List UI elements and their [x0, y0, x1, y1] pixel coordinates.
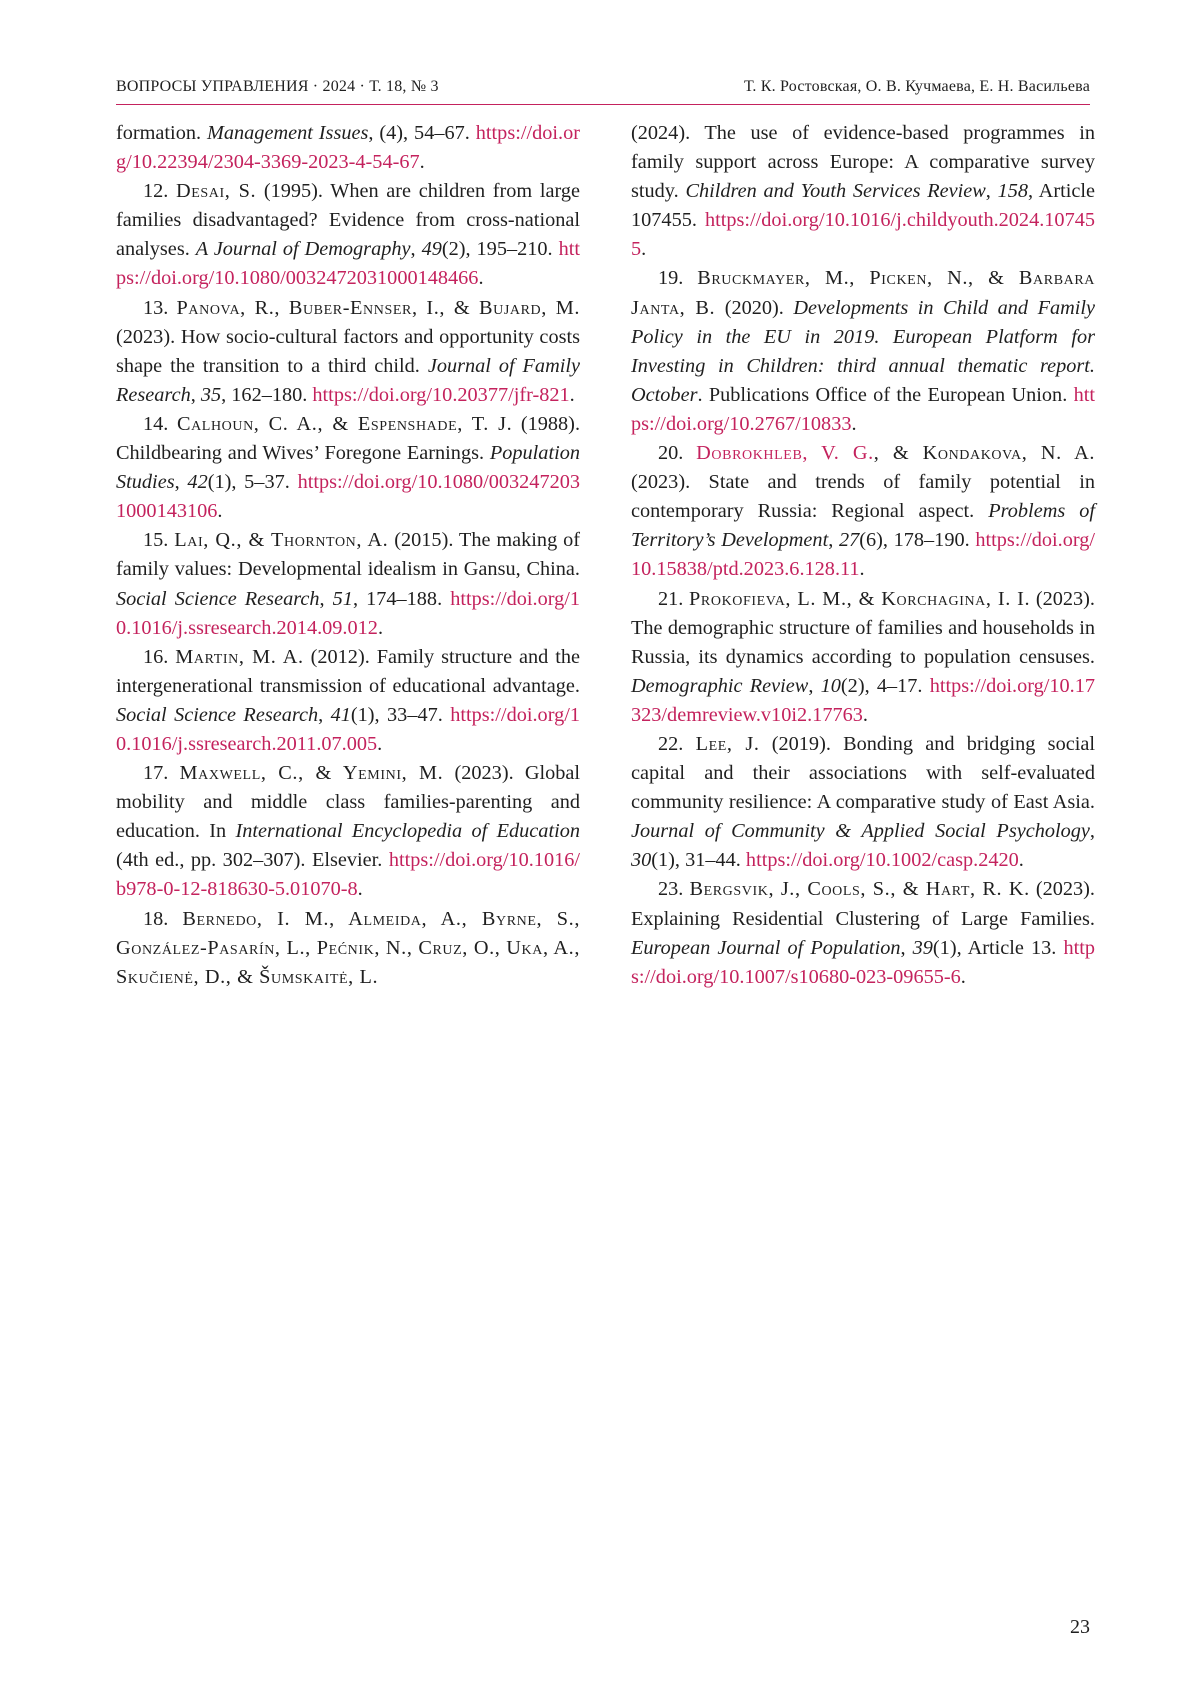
reference-authors: Lee, J. — [696, 733, 760, 755]
reference-journal: Developments in Child and Family Policy in the EU in 2019. European Platform for Investing in Children: third annual thematic report. October — [631, 297, 1095, 406]
reference-volume: 158 — [998, 180, 1028, 202]
doi-link[interactable]: https://doi.org/10.22394/2304-3369-2023-4-54-67 — [116, 122, 580, 173]
reference-authors: Panova, R., Buber-Ennser, I., & Bujard, M. — [177, 297, 580, 319]
reference-authors: , & Kondakova, N. A. — [874, 442, 1095, 464]
reference-authors: Calhoun, C. A., & Espenshade, T. J. — [177, 413, 512, 435]
reference-21: 21. Prokofieva, L. M., & Korchagina, I. I. (2023). The demographic structure of families and households in Russia, its dynamics according to population censuses. Demographic Review, 10(2), 4–17. https://doi.org/10.17323/demreview.v10i2.17763. — [631, 585, 1095, 730]
references-left-column — [116, 119, 580, 992]
running-header — [116, 70, 1090, 105]
reference-journal: International Encyclopedia of Education — [235, 820, 580, 842]
reference-12: 12. Desai, S. (1995). When are children from large families disadvantaged? Evidence from cross-national analyses. A Journal of Demography, 49(2), 195–210. https://doi.org/10.1080/0032472031000148466. — [116, 177, 580, 293]
reference-volume: 51 — [333, 588, 353, 610]
reference-23: 23. Bergsvik, J., Cools, S., & Hart, R. K. (2023). Explaining Residential Clustering of Large Families. European Journal of Population, 39(1), Article 13. https://doi.org/10.1007/s10680-023-09655-6. — [631, 875, 1095, 991]
doi-link[interactable]: https://doi.org/10.20377/jfr-821 — [312, 384, 569, 406]
reference-volume: 30 — [631, 849, 651, 871]
reference-journal: Problems of Territory’s Development — [631, 500, 1095, 551]
reference-15: 15. Lai, Q., & Thornton, A. (2015). The making of family values: Developmental idealism in Gansu, China. Social Science Research, 51, 174–188. https://doi.org/10.1016/j.ssresearch.2014.09.012. — [116, 526, 580, 642]
reference-authors-highlighted[interactable]: Dobrokhleb, V. G. — [696, 442, 874, 464]
reference-journal: European Journal of Population — [631, 937, 900, 959]
reference-20: 20. Dobrokhleb, V. G., & Kondakova, N. A. (2023). State and trends of family potential in contemporary Russia: Regional aspect. Problems of Territory’s Development, 27(6), 178–190. https://doi.org/10.15838/ptd.2023.6.128.11. — [631, 439, 1095, 584]
reference-journal: Management Issues — [207, 122, 368, 144]
reference-journal: Population Studies — [116, 442, 580, 493]
reference-journal: Demographic Review — [631, 675, 808, 697]
doi-link[interactable]: https://doi.org/10.1016/j.childyouth.2024.107455 — [631, 209, 1095, 260]
reference-journal: Journal of Family Research — [116, 355, 580, 406]
running-authors: Т. К. Ростовская, О. В. Кучмаева, Е. Н. Васильева — [744, 78, 1090, 96]
doi-link[interactable]: https://doi.org/10.2767/10833 — [631, 384, 1095, 435]
doi-link[interactable]: https://doi.org/10.1016/b978-0-12-818630-5.01070-8 — [116, 849, 580, 900]
doi-link[interactable]: https://doi.org/10.1080/0032472031000143106 — [116, 471, 580, 522]
doi-link[interactable]: https://doi.org/10.1016/j.ssresearch.2014.09.012 — [116, 588, 580, 639]
references-right-column — [631, 119, 1095, 992]
reference-16: 16. Martin, M. A. (2012). Family structure and the intergenerational transmission of educational advantage. Social Science Research, 41(1), 33–47. https://doi.org/10.1016/j.ssresearch.2011.07.005. — [116, 643, 580, 759]
reference-19: 19. Bruckmayer, M., Picken, N., & Barbara Janta, B. (2020). Developments in Child and Family Policy in the EU in 2019. European Platform for Investing in Children: third annual thematic report. October. Publications Office of the European Union. https://doi.org/10.2767/10833. — [631, 264, 1095, 439]
reference-11-continued: formation. Management Issues, (4), 54–67. https://doi.org/10.22394/2304-3369-2023-4-54-67. — [116, 119, 580, 177]
reference-volume: 27 — [839, 529, 859, 551]
doi-link[interactable]: https://doi.org/10.1007/s10680-023-09655-6 — [631, 937, 1095, 988]
reference-volume: 10 — [821, 675, 841, 697]
journal-title: ВОПРОСЫ УПРАВЛЕНИЯ · 2024 · Т. 18, № 3 — [116, 78, 439, 96]
reference-journal: A Journal of Demography — [196, 238, 411, 260]
reference-authors: Prokofieva, L. M., & Korchagina, I. I. — [689, 588, 1030, 610]
reference-journal: Social Science Research — [116, 704, 318, 726]
reference-22: 22. Lee, J. (2019). Bonding and bridging social capital and their associations with self-evaluated community resilience: A comparative study of East Asia. Journal of Community & Applied Social Psychology, 30(1), 31–44. https://doi.org/10.1002/casp.2420. — [631, 730, 1095, 875]
doi-link[interactable]: https://doi.org/10.1002/casp.2420 — [746, 849, 1019, 871]
reference-volume: 49 — [422, 238, 442, 260]
reference-authors: Martin, M. A. — [175, 646, 303, 668]
reference-18: 18. Bernedo, I. M., Almeida, A., Byrne, S., González-Pasarín, L., Pećnik, N., Cruz, O., Uka, A., Skučienė, D., & Šumskaitė, L. — [116, 905, 580, 992]
reference-volume: 41 — [331, 704, 351, 726]
doi-link[interactable]: https://doi.org/10.1080/0032472031000148466 — [116, 238, 580, 289]
doi-link[interactable]: https://doi.org/10.1016/j.ssresearch.2011.07.005 — [116, 704, 580, 755]
doi-link[interactable]: https://doi.org/10.17323/demreview.v10i2.17763 — [631, 675, 1095, 726]
reference-authors: Maxwell, C., & Yemini, M. — [180, 762, 444, 784]
reference-journal: Social Science Research — [116, 588, 320, 610]
page-number: 23 — [1070, 1616, 1090, 1639]
reference-journal: Children and Youth Services Review — [685, 180, 985, 202]
reference-authors: Bergsvik, J., Cools, S., & Hart, R. K. — [689, 878, 1029, 900]
reference-18-continued: (2024). The use of evidence-based programmes in family support across Europe: A comparative survey study. Children and Youth Services Review, 158, Article 107455. https://doi.org/10.1016/j.childyouth.2024.107455. — [631, 119, 1095, 264]
reference-volume: 39 — [913, 937, 933, 959]
reference-authors: Lai, Q., & Thornton, A. — [174, 529, 388, 551]
reference-authors: Desai, S. — [176, 180, 256, 202]
reference-17: 17. Maxwell, C., & Yemini, M. (2023). Global mobility and middle class families-parenting and education. In International Encyclopedia of Education (4th ed., pp. 302–307). Elsevier. https://doi.org/10.1016/b978-0-12-818630-5.01070-8. — [116, 759, 580, 904]
reference-14: 14. Calhoun, C. A., & Espenshade, T. J. (1988). Childbearing and Wives’ Foregone Earnings. Population Studies, 42(1), 5–37. https://doi.org/10.1080/0032472031000143106. — [116, 410, 580, 526]
reference-authors: Bruckmayer, M., Picken, N., & Barbara Janta, B. — [631, 267, 1095, 318]
reference-journal: Journal of Community & Applied Social Psychology — [631, 820, 1090, 842]
doi-link[interactable]: https://doi.org/10.15838/ptd.2023.6.128.11 — [631, 529, 1095, 580]
reference-volume: 35 — [201, 384, 221, 406]
reference-13: 13. Panova, R., Buber-Ennser, I., & Bujard, M. (2023). How socio-cultural factors and opportunity costs shape the transition to a third child. Journal of Family Research, 35, 162–180. https://doi.org/10.20377/jfr-821. — [116, 294, 580, 410]
reference-authors: Bernedo, I. M., Almeida, A., Byrne, S., González-Pasarín, L., Pećnik, N., Cruz, O., Uka, A., Skučienė, D., & Šumskaitė, L. — [116, 908, 580, 988]
reference-volume: 42 — [187, 471, 207, 493]
